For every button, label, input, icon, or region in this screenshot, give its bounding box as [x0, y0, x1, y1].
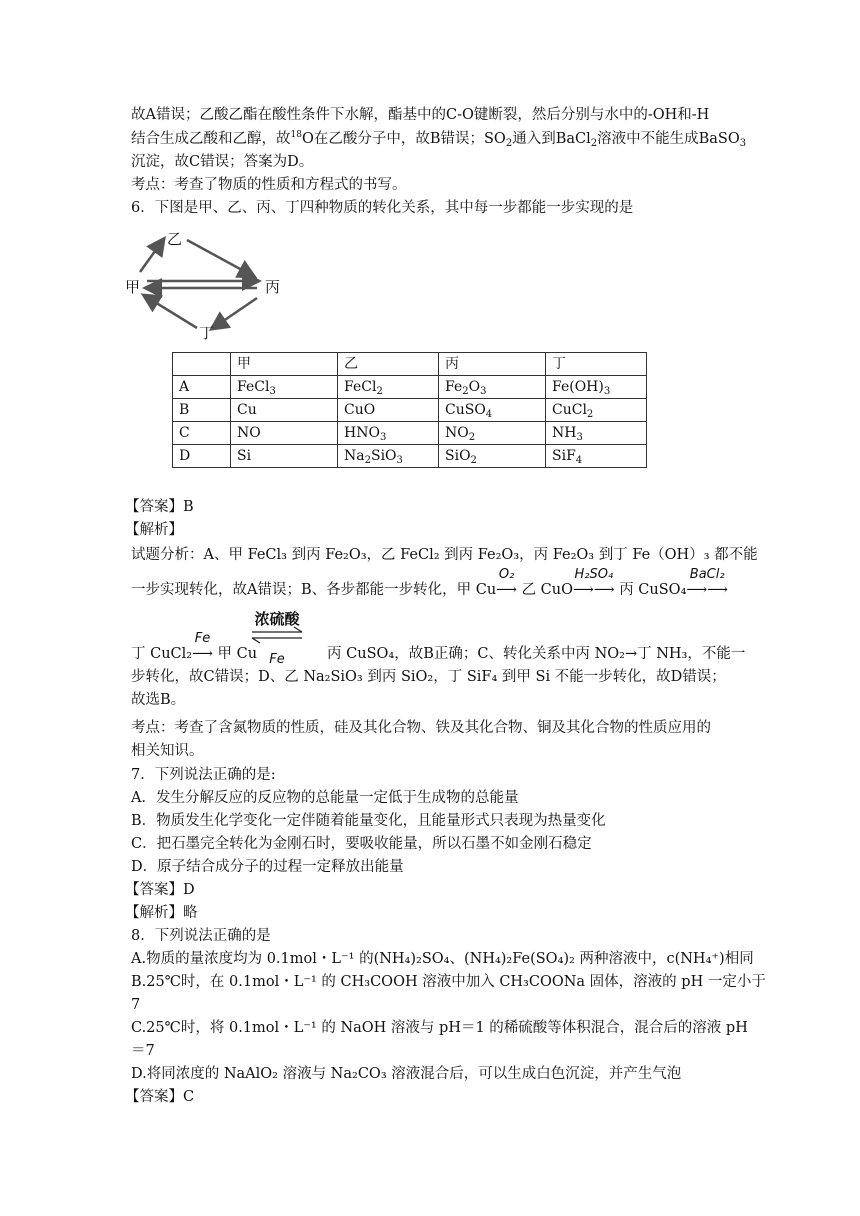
analysis-line: 步转化，故C错误；D、乙 Na₂SiO₃ 到丙 SiO₂，丁 SiF₄ 到甲 Si 不能一步转化，故D错误；: [131, 669, 726, 685]
q8-option-a: A.物质的量浓度均为 0.1mol・L⁻¹ 的(NH₄)₂SO₄、(NH₄)₂Fe(SO₄)₂ 两种溶液中，c(NH₄⁺)相同: [131, 951, 754, 967]
question-6: 6．下图是甲、乙、丙、丁四种物质的转化关系，其中每一步都能一步实现的是: [131, 200, 634, 216]
arrow-h2so4: H₂SO₄ ⟶⟶: [573, 567, 615, 598]
q8-option-c-cont: ＝7: [131, 1043, 155, 1059]
analysis-7: 【解析】略: [125, 905, 198, 921]
table-cell: CuSO$_4$: [439, 399, 546, 422]
table-cell: $NO_2$: [439, 422, 546, 445]
text-line: 故A错误；乙酸乙酯在酸性条件下水解，酯基中的C-O键断裂，然后分别与水中的-OH和-H: [131, 107, 710, 123]
arrow-yi-to-bing: [187, 240, 253, 276]
question-7: 7．下列说法正确的是:: [131, 767, 276, 783]
table-header-cell: [173, 353, 231, 376]
table-cell: D: [173, 445, 231, 468]
table-cell: $HNO_3$: [338, 422, 439, 445]
table-header-row: [173, 353, 647, 376]
analysis-line: 故选B。: [131, 692, 186, 708]
q8-option-b-cont: 7: [131, 997, 141, 1013]
reversible-arrow: 浓硫酸 Fe: [250, 608, 304, 670]
table-row: [173, 376, 647, 399]
table-cell: CuCl$_2$: [546, 399, 647, 422]
analysis-line: 试题分析：A、甲 FeCl₃ 到丙 Fe₂O₃，乙 FeCl₂ 到丙 Fe₂O₃，丙 Fe₂O₃ 到丁 Fe（OH）₃ 都不能: [131, 547, 758, 563]
arrow-o2: O₂ ⟶: [496, 567, 517, 598]
kaodian-6: 考点：考查了含氮物质的性质，硅及其化合物、铁及其化合物、铜及其化合物的性质应用的: [131, 720, 711, 736]
label-jia: 甲: [125, 278, 141, 296]
table-cell: FeCl$_3$: [231, 376, 338, 399]
table-row: [173, 445, 647, 468]
arrow-fe: Fe ⟶: [192, 631, 213, 662]
table-header-cell: 甲: [231, 353, 338, 376]
arrow-bacl2: BaCl₂ ⟶⟶: [686, 567, 728, 598]
table-cell: A: [173, 376, 231, 399]
table-cell: $Na_2SiO_3$: [338, 445, 439, 468]
table-cell: $NH_3$: [546, 422, 647, 445]
table-header-cell: 乙: [338, 353, 439, 376]
q8-option-c: C.25℃时，将 0.1mol・L⁻¹ 的 NaOH 溶液与 pH＝1 的稀硫酸等体积混合，混合后的溶液 pH: [131, 1020, 748, 1036]
text-line: 结合生成乙酸和乙醇，故$^{18}$O在乙酸分子中，故B错误；$SO_2$通入到BaCl$_2$溶液中不能生成BaSO$_3$: [131, 130, 747, 149]
label-bing: 丙: [265, 278, 281, 296]
table-cell: SiO$_2$: [439, 445, 546, 468]
text-line: 考点：考查了物质的性质和方程式的书写。: [131, 177, 407, 193]
table-cell: $Fe(OH)_3$: [546, 376, 647, 399]
label-ding: 丁: [199, 324, 215, 342]
table-row: [173, 422, 647, 445]
table-header-cell: 丙: [439, 353, 546, 376]
answer-8: 【答案】C: [125, 1089, 195, 1105]
arrow-bing-to-ding: [213, 298, 257, 328]
analysis-6-heading: 【解析】: [125, 522, 183, 538]
label-yi: 乙: [167, 230, 183, 248]
table-cell: SiF$_4$: [546, 445, 647, 468]
text-line: 沉淀，故C错误；答案为D。: [131, 154, 314, 170]
answer-7: 【答案】D: [125, 882, 195, 898]
q7-option-c: C．把石墨完全转化为金刚石时，要吸收能量，所以石墨不如金刚石稳定: [131, 836, 592, 852]
q7-option-d: D．原子结合成分子的过程一定释放出能量: [131, 859, 404, 875]
table-cell: NO: [231, 422, 338, 445]
table-cell: $Fe_2O_3$: [439, 376, 546, 399]
arrow-jia-to-yi: [140, 240, 163, 272]
table-header-cell: 丁: [546, 353, 647, 376]
q7-option-b: B．物质发生化学变化一定伴随着能量变化，且能量形式只表现为热量变化: [131, 813, 606, 829]
q7-option-a: A．发生分解反应的反应物的总能量一定低于生成物的总能量: [131, 790, 519, 806]
table-cell: FeCl$_2$: [338, 376, 439, 399]
options-table: [172, 352, 647, 468]
table-row: [173, 399, 647, 422]
table-cell: B: [173, 399, 231, 422]
table-cell: CuO: [338, 399, 439, 422]
answer-6: 【答案】B: [125, 499, 194, 515]
analysis-line: 一步实现转化，故A错误；B、各步都能一步转化，甲 Cu O₂ ⟶ 乙 CuO H₂SO₄ ⟶⟶ 丙 CuSO₄ BaCl₂ ⟶⟶: [131, 567, 728, 598]
q8-option-b: B.25℃时，在 0.1mol・L⁻¹ 的 CH₃COOH 溶液中加入 CH₃COONa 固体，溶液的 pH 一定小于: [131, 974, 766, 990]
table-cell: Cu: [231, 399, 338, 422]
conversion-diagram: [125, 232, 295, 344]
arrow-ding-to-jia: [145, 296, 197, 328]
analysis-line: 丁 CuCl₂ Fe ⟶ 甲 Cu 丙 CuSO₄，故B正确；C、转化关系中丙 NO₂→丁 NH₃，不能一: [131, 631, 746, 662]
kaodian-6-cont: 相关知识。: [131, 743, 204, 759]
table-cell: Si: [231, 445, 338, 468]
question-8: 8．下列说法正确的是: [131, 928, 271, 944]
table-cell: C: [173, 422, 231, 445]
q8-option-d: D.将同浓度的 NaAlO₂ 溶液与 Na₂CO₃ 溶液混合后，可以生成白色沉淀，并产生气泡: [131, 1066, 682, 1082]
